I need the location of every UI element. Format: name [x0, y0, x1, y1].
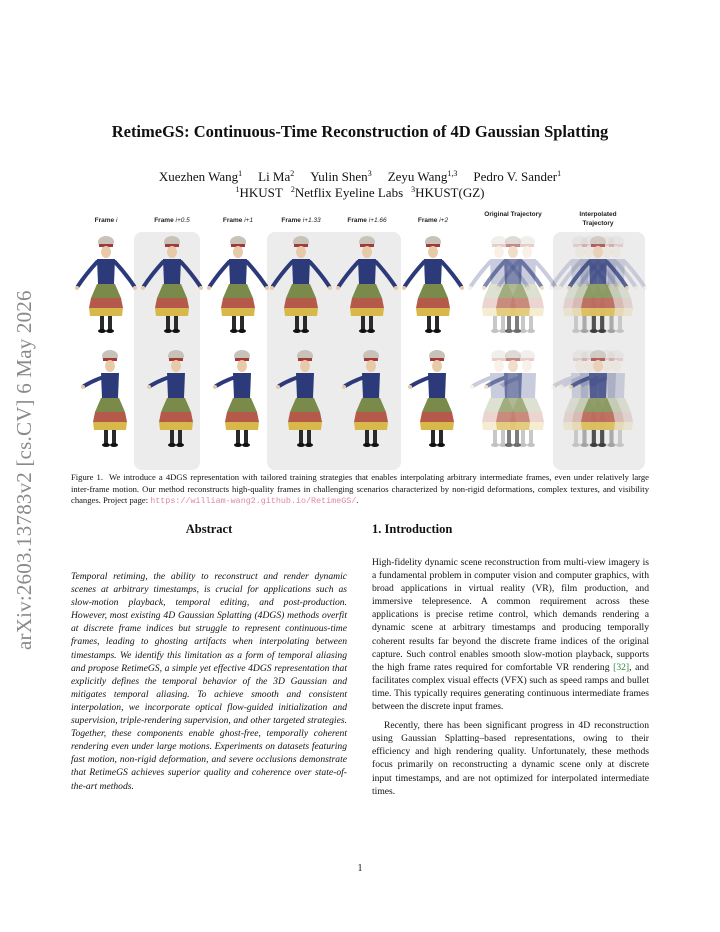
author-name: Yulin Shen$^3$ — [310, 169, 372, 184]
abstract-heading: Abstract — [185, 522, 233, 536]
dancer-figure — [336, 236, 398, 333]
column-label: Frame i — [94, 217, 118, 224]
intro-paragraph-2: Recently, there has been significant progress in 4D reconstruction using Gaussian Splatting–based representations, owing to their efficiency and high rendering quality. Unfortunately, these methods focus primarily on reconstructing a dynamic scene only at discrete input timestamps, and are not optimized for interpolated intermediate times. — [372, 720, 649, 797]
figure-image — [72, 232, 648, 472]
column-label: Frame i+1 — [222, 217, 254, 224]
column-label: Frame i+1.66 — [347, 217, 387, 224]
caption-label: Figure 1. — [71, 472, 103, 482]
dancer-figure — [408, 350, 454, 447]
affiliation: $^3$HKUST(GZ) — [411, 185, 485, 200]
author-affiliation-mark: 3 — [367, 169, 372, 178]
author-name: Xuezhen Wang$^1$ — [158, 169, 243, 184]
author-affiliation-mark: 1 — [238, 169, 243, 178]
introduction-heading: 1. Introduction — [372, 522, 453, 536]
column-label: Frame i+0.5 — [154, 217, 190, 224]
affiliation-list — [0, 185, 720, 201]
column-label: Frame i+1.33 — [281, 217, 321, 224]
intro-p1-text-b: , and facilitates complex visual effects (VFX) such as speed ramps and bullet time. This typically requires generating continuous intermediate frames between the discrete input frames. — [372, 661, 649, 713]
affiliation: $^1$HKUST — [235, 185, 283, 200]
column-label: Frame i+2 — [417, 217, 449, 224]
dancer-figure — [81, 350, 127, 447]
paper-title: RetimeGS: Continuous-Time Reconstruction of 4D Gaussian Splatting — [111, 122, 609, 141]
caption-text: We introduce a 4DGS representation with tailored training strategies that enables interpolating arbitrary intermediate frames, even under relatively large inter-frame motion. Our method reconstructs high-quality frames in challenging scenarios characterized by non-rigid deformations, complex textures, and visibility changes. Project page: — [71, 472, 650, 505]
dancer-figure — [402, 236, 464, 333]
dancer-figure — [342, 350, 388, 447]
author-affiliation-mark: 2 — [290, 169, 295, 178]
dancer-figure — [75, 236, 137, 333]
project-page-link[interactable]: https://william-wang2.github.io/RetimeGS/ — [150, 496, 357, 506]
citation-link[interactable]: [32] — [613, 661, 630, 673]
author-affiliation-mark: 1 — [557, 169, 562, 178]
dancer-figure — [207, 236, 269, 333]
intro-paragraph-1 — [372, 556, 649, 713]
author-block — [0, 169, 720, 201]
page-number: 1 — [357, 863, 363, 874]
author-name: Li Ma$^2$ — [258, 169, 295, 184]
dancer-figure — [270, 236, 332, 333]
dancer-figure — [147, 350, 193, 447]
author-affiliation-mark: 1,3 — [447, 169, 458, 178]
dancer-figure — [276, 350, 322, 447]
author-name: Pedro V. Sander$^1$ — [473, 169, 562, 184]
column-label: Original Trajectory — [484, 211, 542, 218]
dancer-figure — [141, 236, 203, 333]
author-list — [0, 169, 720, 185]
arxiv-stamp: arXiv:2603.13783v2 [cs.CV] 6 May 2026 — [12, 290, 36, 650]
dancer-figure — [213, 350, 259, 447]
column-label: Interpolated Trajectory — [579, 211, 617, 227]
author-name: Zeyu Wang$^{1,3}$ — [387, 169, 458, 184]
affiliation: $^2$Netflix Eyeline Labs — [290, 185, 404, 200]
figure-caption: Figure 1. We introduce a 4DGS representation with tailored training strategies that enables interpolating arbitrary intermediate frames, even under relatively large inter-frame motion. Our method reconstructs high-quality frames in challenging scenarios characterized by non-rigid deformations, complex textures, and visibility changes. Project page: https://william-wang2.github.io/RetimeGS/. — [71, 472, 650, 506]
abstract-text: Temporal retiming, the ability to reconstruct and render dynamic scenes at arbitrary timestamps, is crucial for applications such as slow-motion playback, temporal editing, and post-production. However, most existing 4D Gaussian Splatting (4DGS) methods overfit at discrete frame indices but struggle to represent continuous-time frames, leading to ghosting artifacts when interpolating between timestamps. We identify this limitation as a form of temporal aliasing and propose RetimeGS, a simple yet effective 4DGS representation that explicitly defines the temporal behavior of the 3D Gaussian and mitigates temporal aliasing. To achieve smooth and consistent interpolation, we incorporate optical flow-guided initialization and supervision, triple-rendering supervision, and other targeted strategies. Together, these components enable ghost-free, temporally coherent rendering even under large motions. Experiments on datasets featuring fast motion, non-rigid deformation, and severe occlusions demonstrate that RetimeGS achieves superior quality and coherence over state-of-the-art methods. — [71, 571, 347, 792]
teaser-figure — [72, 210, 648, 462]
intro-p1-text-a: High-fidelity dynamic scene reconstruction from multi-view imagery is a fundamental problem in computer vision and computer graphics, with broad applications in virtual reality (VR), film production, and immersive telepresence. A common requirement across these applications is precise retime control, which demands rendering a dynamic scene at arbitrary timestamps and producing temporally coherent results far beyond the discrete frame indices of the original capture. Such control enables smooth slow-motion playback, supports the high frame rates required for comfortable VR rendering — [372, 557, 649, 673]
introduction-body — [372, 556, 649, 804]
